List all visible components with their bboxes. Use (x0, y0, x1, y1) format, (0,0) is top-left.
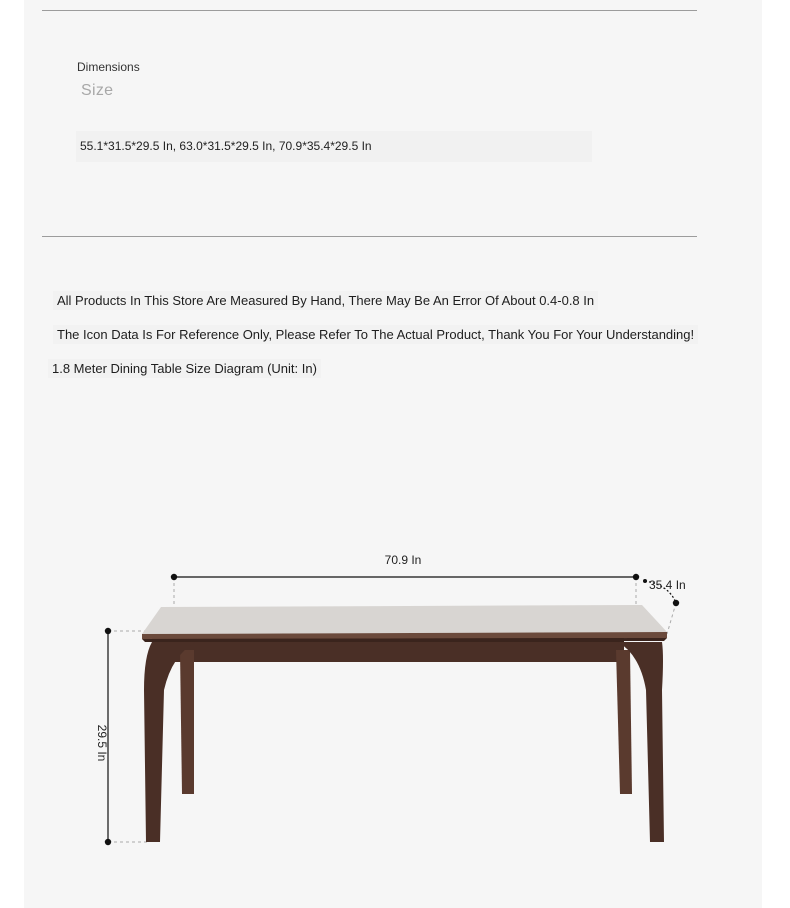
length-label: 70.9 In (384, 553, 422, 567)
reference-note: The Icon Data Is For Reference Only, Please Refer To The Actual Product, Thank You For Your Understanding! (53, 325, 698, 344)
height-label: 29.5 In (95, 724, 109, 762)
measurement-note: All Products In This Store Are Measured By Hand, There May Be An Error Of About 0.4-0.8 In (53, 291, 598, 310)
size-values: 55.1*31.5*29.5 In, 63.0*31.5*29.5 In, 70.9*35.4*29.5 In (76, 131, 592, 162)
table-size-diagram (24, 0, 762, 908)
table-leg-back-right (616, 650, 632, 794)
length-dimension (171, 553, 639, 580)
dining-table-illustration (142, 605, 667, 842)
height-dimension (95, 628, 111, 845)
tabletop (142, 605, 667, 634)
depth-label: 35.4 In (649, 578, 686, 592)
table-leg-back-left (180, 650, 194, 794)
depth-dimension (643, 578, 686, 606)
dimensions-heading: Dimensions (77, 60, 140, 74)
content-panel (24, 0, 762, 908)
diagram-title: 1.8 Meter Dining Table Size Diagram (Unit: In) (48, 359, 321, 378)
size-label: Size (81, 82, 114, 99)
